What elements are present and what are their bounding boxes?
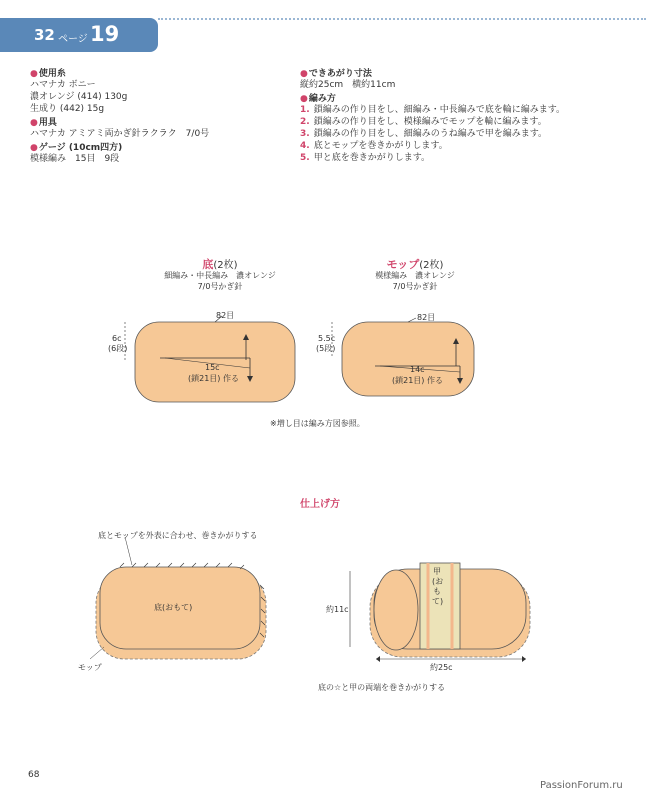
materials-block bbox=[30, 66, 209, 165]
method-step: 4. 底とモップを巻きかがりします。 bbox=[300, 141, 448, 151]
gauge-line: 模様編み 15目 9段 bbox=[30, 154, 120, 164]
mop-chain-label-1: 14c bbox=[410, 365, 425, 374]
mop-label: モップ bbox=[78, 663, 102, 672]
gauge-title: ● ゲージ (10cm四方) bbox=[30, 140, 209, 153]
page-word: ページ bbox=[58, 34, 88, 45]
mop-diagram bbox=[320, 300, 480, 410]
yarn-line-1: ハマナカ ボニー bbox=[30, 80, 96, 90]
yarn-line-2: 濃オレンジ (414) 130g bbox=[30, 92, 128, 102]
sole-title: 底(2枚) bbox=[202, 258, 238, 271]
sole-top-label: 82目 bbox=[216, 311, 235, 320]
page-number-tab bbox=[0, 18, 158, 52]
sole-side-label-2: (6段) bbox=[108, 344, 128, 353]
tools-line: ハマナカ アミアミ両かぎ針ラクラク 7/0号 bbox=[30, 129, 210, 139]
height-label: 約11c bbox=[326, 605, 349, 614]
increase-note: ※増し目は編み方図参照。 bbox=[270, 419, 365, 428]
finishing-title: 仕上げ方 bbox=[300, 499, 340, 510]
item-number: 19 bbox=[90, 22, 120, 46]
sole-face-label: 底(おもて) bbox=[154, 603, 193, 612]
finished-size-title: ● できあがり寸法 bbox=[300, 66, 565, 79]
book-number: 32 bbox=[34, 26, 55, 44]
header-dotted-line bbox=[158, 18, 646, 20]
mop-subtitle-2: 7/0号かぎ針 bbox=[392, 282, 438, 291]
method-step: 2. 鎖編みの作り目をし、模様編みでモップを輪に編みます。 bbox=[300, 117, 547, 127]
mop-chain-label-2: (鎖21目) 作る bbox=[392, 376, 443, 385]
length-label: 約25c bbox=[430, 663, 453, 672]
method-step: 1. 鎖編みの作り目をし、細編み・中長編みで底を輪に編みます。 bbox=[300, 105, 565, 115]
mop-top-label: 82目 bbox=[417, 313, 436, 322]
sole-chain-label-1: 15c bbox=[205, 363, 220, 372]
yarn-line-3: 生成り (442) 15g bbox=[30, 104, 105, 114]
mop-title: モップ(2枚) bbox=[386, 258, 444, 271]
upper-face-label: 甲(おもて) bbox=[432, 567, 444, 606]
whipstitch-label: 底とモップを外表に合わせ、巻きかがりする bbox=[98, 531, 258, 540]
tools-title: ● 用具 bbox=[30, 115, 209, 128]
page-footer-number: 68 bbox=[28, 770, 40, 780]
site-watermark: PassionForum.ru bbox=[540, 780, 623, 791]
sole-subtitle-2: 7/0号かぎ針 bbox=[197, 282, 243, 291]
sole-diagram bbox=[110, 300, 300, 410]
method-block bbox=[300, 66, 565, 164]
sole-side-label-1: 6c bbox=[112, 334, 122, 343]
mop-side-label-1: 5.5c bbox=[318, 334, 336, 343]
bottom-whip-label: 底の☆と甲の両端を巻きかがりする bbox=[318, 683, 446, 692]
slipper-assembly bbox=[340, 555, 550, 675]
yarn-title: ● 使用糸 bbox=[30, 66, 209, 79]
finished-size-line: 縦約25cm 横約11cm bbox=[300, 80, 396, 90]
method-title: ● 編み方 bbox=[300, 91, 565, 104]
mop-side-label-2: (5段) bbox=[316, 344, 336, 353]
sole-subtitle-1: 細編み・中長編み 濃オレンジ bbox=[164, 271, 276, 280]
method-step: 5. 甲と底を巻きかがりします。 bbox=[300, 153, 430, 163]
mop-subtitle-1: 模様編み 濃オレンジ bbox=[375, 271, 455, 280]
method-step: 3. 鎖編みの作り目をし、細編みのうね編みで甲を編みます。 bbox=[300, 129, 547, 139]
sole-chain-label-2: (鎖21目) 作る bbox=[188, 374, 239, 383]
